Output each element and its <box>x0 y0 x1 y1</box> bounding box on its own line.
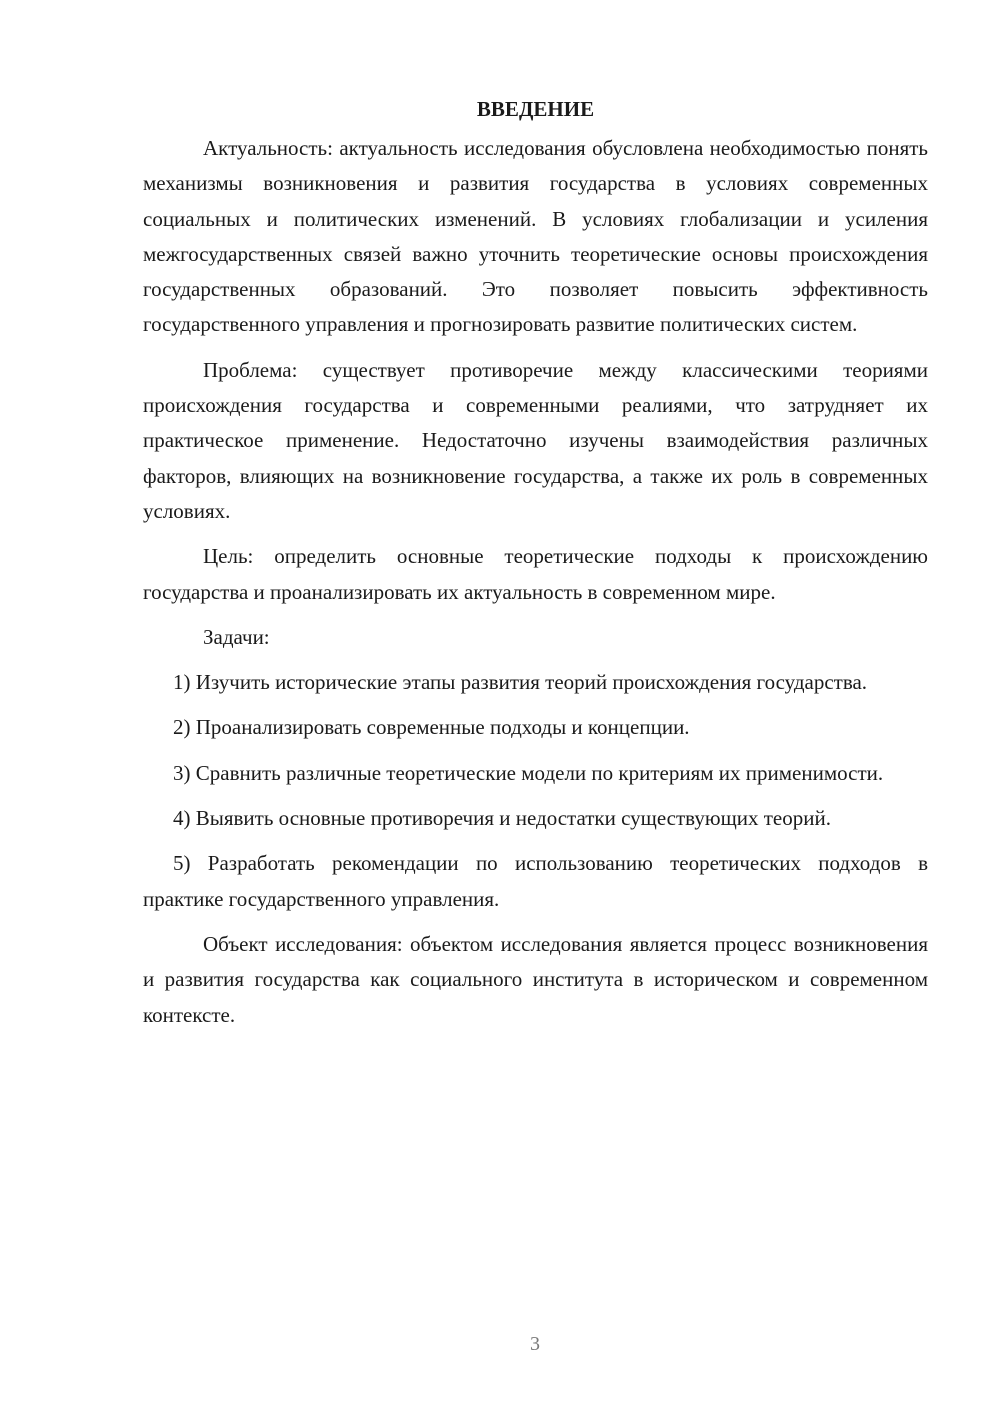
list-item: 1) Изучить исторические этапы развития теорий происхождения государства. <box>173 670 868 695</box>
list-item: 2) Проанализировать современные подходы и концепции. <box>173 715 690 740</box>
paragraph-object: Объект исследования: объектом исследования является процесс возникновения и развития государства как социального института в историческом и современном контексте. <box>143 931 928 1027</box>
tasks-label: Задачи: <box>203 624 270 649</box>
list-item: 5) Разработать рекомендации по использованию теоретических подходов в практике государственного управления. <box>143 851 928 911</box>
tasks-list <box>143 665 928 917</box>
document-page <box>143 92 928 1033</box>
list-item: 4) Выявить основные противоречия и недостатки существующих теорий. <box>173 806 831 831</box>
page-number: 3 <box>530 1333 540 1355</box>
section-heading: ВВЕДЕНИЕ <box>476 97 595 121</box>
paragraph-goal: Цель: определить основные теоретические подходы к происхождению государства и проанализировать их актуальность в современном мире. <box>143 544 928 604</box>
paragraph-problem: Проблема: существует противоречие между классическими теориями происхождения государства и современными реалиями, что затрудняет их практическое применение. Недостаточно изучены взаимодействия различных факторов, влияющих на возникновение государства, а также их роль в современных условиях. <box>143 357 928 523</box>
paragraph-relevance: Актуальность: актуальность исследования обусловлена необходимостью понять механизмы возникновения и развития государства в условиях современных социальных и политических изменений. В условиях глобализации и усиления межгосударственных связей важно уточнить теоретические основы происхождения государственных образований. Это позволяет повысить эффективность государственного управления и прогнозировать развитие политических систем. <box>143 136 928 337</box>
list-item: 3) Сравнить различные теоретические модели по критериям их применимости. <box>173 760 884 785</box>
